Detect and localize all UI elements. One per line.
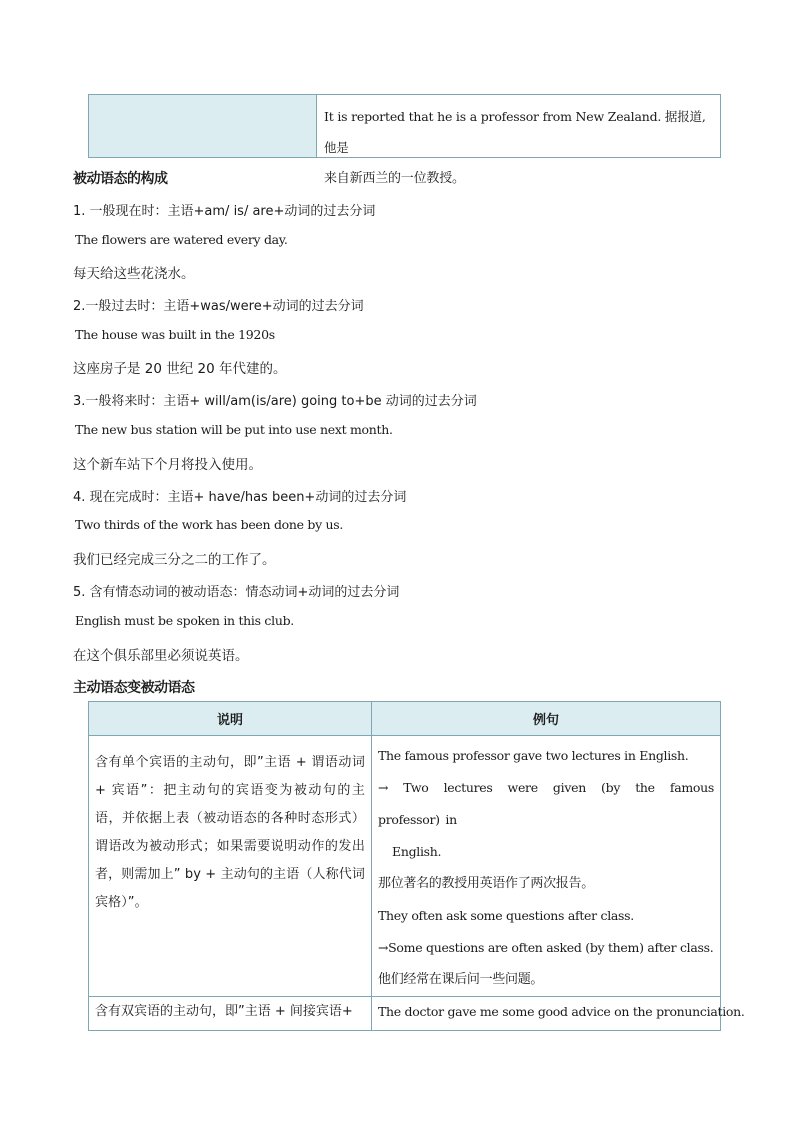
column-header: 说明 — [89, 702, 372, 736]
description-text: 含有单个宾语的主动句，即”主语 + 谓语动词 + 宾语”：把主动句的宾语变为被动句的主语，并依据上表（被动语态的各种时态形式）谓语改为被动形式；如果需要说明动作的发出者，则需加上” by + 主动句的主语（人称代词宾格）”。 — [95, 755, 365, 910]
example-cell: The doctor gave me some good advice on the pronunciation. — [372, 997, 721, 1031]
rule-description — [89, 736, 372, 997]
example-line: 来自新西兰的一位教授。 — [324, 171, 465, 186]
example-line: It is reported that he is a professor from New Zealand. 据报道,他是 — [324, 109, 706, 155]
chinese-translation: 这个新车站下个月将投入使用。 — [73, 457, 262, 473]
tense-rule: 3.一般将来时：主语+ will/am(is/are) going to+be 动词的过去分词 — [73, 394, 477, 409]
table-header-row — [89, 702, 721, 736]
example-cell — [372, 736, 721, 997]
english-example: The flowers are watered every day. — [75, 232, 288, 247]
chinese-translation: 每天给这些花浇水。 — [73, 266, 195, 282]
example-sentence: English. — [392, 844, 442, 859]
tense-rule: 5. 含有情态动词的被动语态：情态动词+动词的过去分词 — [73, 585, 400, 600]
example-sentence: The famous professor gave two lectures in English. — [378, 748, 689, 763]
english-example: Two thirds of the work has been done by us. — [75, 517, 344, 532]
tense-rule: 4. 现在完成时：主语+ have/has been+动词的过去分词 — [73, 490, 407, 505]
example-translation: 那位著名的教授用英语作了两次报告。 — [378, 876, 594, 891]
english-example: English must be spoken in this club. — [75, 613, 294, 628]
conversion-table — [88, 701, 745, 1031]
tense-rule: 2.一般过去时：主语+was/were+动词的过去分词 — [73, 299, 364, 314]
example-translation: 他们经常在课后问一些问题。 — [378, 972, 544, 987]
example-sentence: → Two lectures were given (by the famous professor) in — [378, 780, 714, 827]
example-sentence: →Some questions are often asked (by them) after class. — [378, 940, 714, 955]
chinese-translation: 这座房子是 20 世纪 20 年代建的。 — [73, 361, 287, 377]
english-example: The house was built in the 1920s — [75, 327, 275, 342]
table-cell-example — [317, 95, 720, 186]
example-sentence: They often ask some questions after class. — [378, 908, 634, 923]
table-row — [89, 997, 721, 1031]
section-heading: 主动语态变被动语态 — [73, 680, 195, 696]
section-heading: 被动语态的构成 — [73, 171, 168, 187]
tense-rule: 1. 一般现在时：主语+am/ is/ are+动词的过去分词 — [73, 204, 376, 219]
chinese-translation: 在这个俱乐部里必须说英语。 — [73, 648, 249, 664]
english-example: The new bus station will be put into use next month. — [75, 422, 393, 437]
column-header: 例句 — [372, 702, 721, 736]
rule-description: 含有双宾语的主动句，即”主语 + 间接宾语+ — [89, 997, 372, 1031]
table-cell-empty — [89, 95, 317, 157]
table-row — [89, 736, 721, 997]
chinese-translation: 我们已经完成三分之二的工作了。 — [73, 552, 276, 568]
